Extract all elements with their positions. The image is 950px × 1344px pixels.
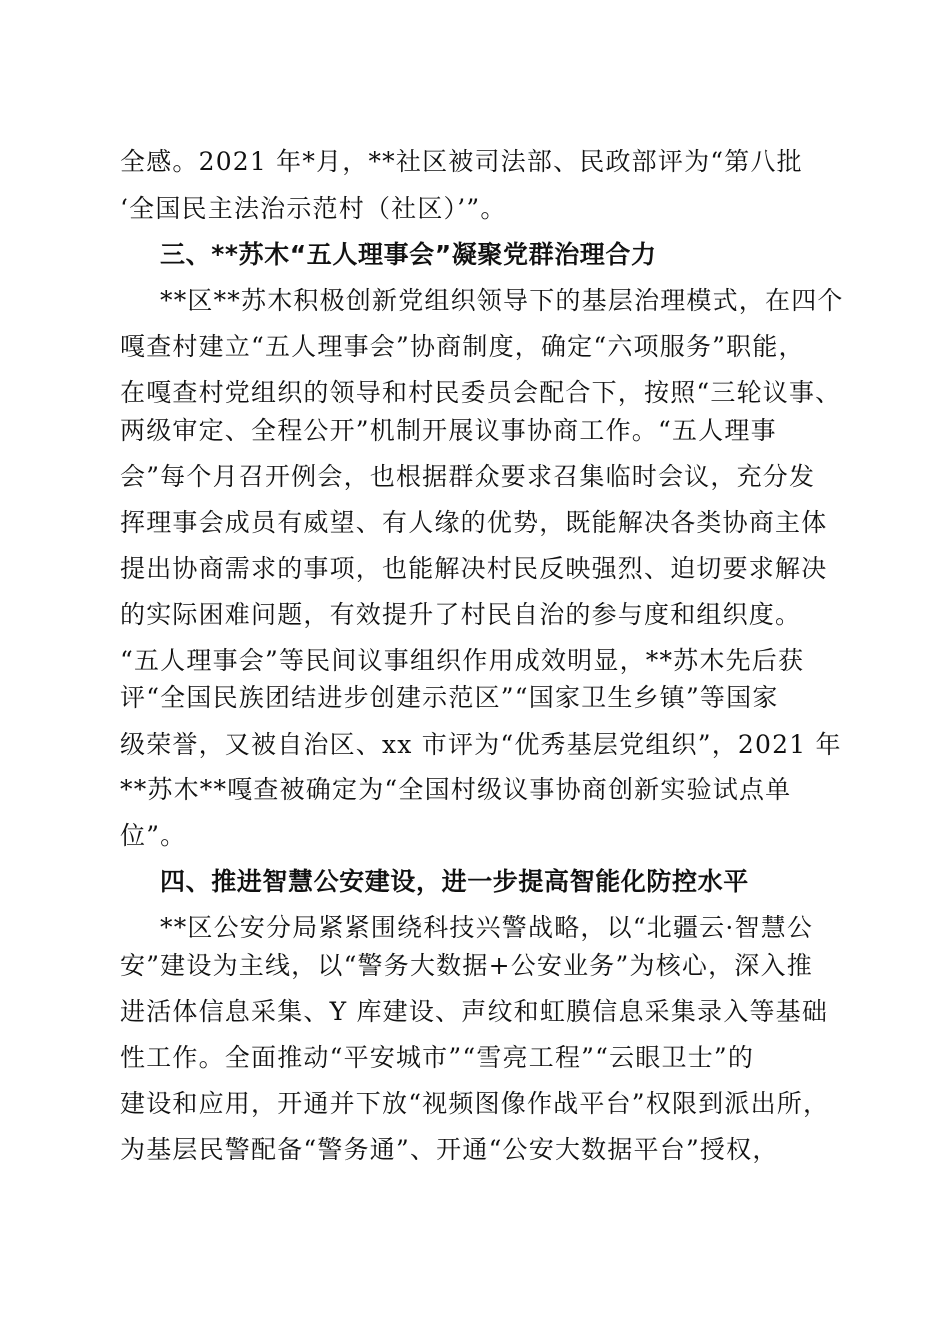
paragraph-line: **区公安分局紧紧围绕科技兴警战略，以“北疆云·智慧公: [160, 913, 814, 942]
paragraph-line: 评“全国民族团结进步创建示范区”“国家卫生乡镇”等国家: [120, 683, 779, 712]
paragraph-line: 两级审定、全程公开”机制开展议事协商工作。“五人理事: [120, 416, 777, 445]
paragraph-line: ‘全国民主法治示范村（社区）’”。: [120, 194, 507, 223]
paragraph-line: 安”建设为主线，以“警务大数据+公安业务”为核心，深入推: [120, 951, 813, 980]
paragraph-line: 会”每个月召开例会，也根据群众要求召集临时会议，充分发: [120, 462, 816, 491]
paragraph-line: 进活体信息采集、Y 库建设、声纹和虹膜信息采集录入等基础: [120, 997, 829, 1026]
paragraph-line: 嘎查村建立“五人理事会”协商制度，确定“六项服务”职能，: [120, 332, 805, 361]
section-heading-4: 四、推进智慧公安建设，进一步提高智能化防控水平: [160, 867, 749, 896]
paragraph-line: 级荣誉，又被自治区、xx 市评为“优秀基层党组织”，2021 年: [120, 730, 842, 759]
paragraph-line: 挥理事会成员有威望、有人缘的优势，既能解决各类协商主体: [120, 508, 828, 537]
paragraph-line: **区**苏木积极创新党组织领导下的基层治理模式，在四个: [160, 286, 844, 315]
paragraph-line: 的实际困难问题，有效提升了村民自治的参与度和组织度。: [120, 600, 802, 629]
paragraph-line: **苏木**嘎查被确定为“全国村级议事协商创新实验试点单: [120, 775, 792, 804]
paragraph-line: 为基层民警配备“警务通”、开通“公安大数据平台”授权，: [120, 1135, 779, 1164]
paragraph-line: 全感。2021 年*月，**社区被司法部、民政部评为“第八批: [120, 147, 803, 176]
paragraph-line: 建设和应用，开通并下放“视频图像作战平台”权限到派出所，: [120, 1089, 830, 1118]
paragraph-line: 位”。: [120, 821, 187, 850]
paragraph-line: “五人理事会”等民间议事组织作用成效明显，**苏木先后获: [120, 646, 805, 675]
section-heading-3: 三、**苏木“五人理事会”凝聚党群治理合力: [160, 240, 657, 269]
paragraph-line: 在嘎查村党组织的领导和村民委员会配合下，按照“三轮议事、: [120, 378, 842, 407]
paragraph-line: 提出协商需求的事项，也能解决村民反映强烈、迫切要求解决: [120, 554, 828, 583]
paragraph-line: 性工作。全面推动“平安城市”“雪亮工程”“云眼卫士”的: [120, 1043, 755, 1072]
